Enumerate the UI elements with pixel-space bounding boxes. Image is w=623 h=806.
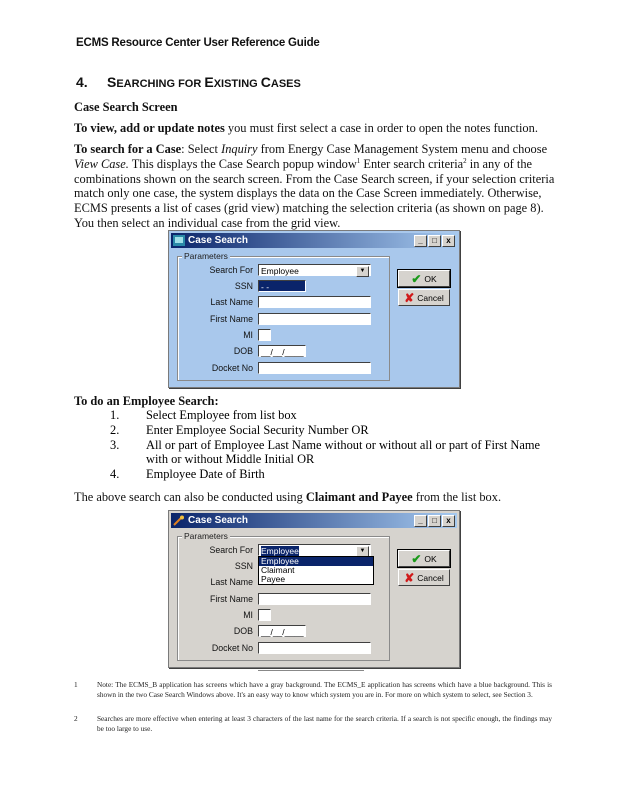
text-run: from the list box. [412,490,502,504]
dob-label: DOB [233,346,253,356]
text-run: in any of the combinations shown on the search screen. From the Case Search screen, if your selection criteria match only one case, the system displays the data on the Case Screen immediately. Otherwise, ECMS presents a list of cases (grid view) matching the selection criteria (as shown on page 8). You then select an individual case from the grid view. [74,156,555,230]
employee-search-heading: To do an Employee Search: [74,394,219,408]
search-bold: To search for a Case [74,142,182,156]
ssn-label: SSN [234,281,253,291]
menu-ref-inquiry: Inquiry [221,142,258,156]
text-run: Enter search criteria [360,156,464,171]
footnote-ref: 1 [356,156,361,165]
step-text: All or part of Employee Last Name without or without all or part of First Name with or without Middle Initial OR [146,437,541,467]
footnote-text: Note: The ECMS_B application has screens which have a gray background. The ECMS_E application has screens which have a blue background. This is shown in the two Case Search Windows above. It's an easy way to know which system you are in. For more on which system to select, see Section 3. [97,680,552,700]
docket-no-label: Docket No [211,643,253,653]
step-number: 1. [110,408,120,422]
section-title-part: C [260,74,271,90]
text-run: : Select [181,142,222,156]
dob-input[interactable]: __/__/____ [258,625,306,637]
cancel-label: Cancel [417,292,444,303]
dialog-title: Case Search [188,515,249,526]
list-item [110,467,556,482]
parameters-group [177,251,390,381]
footnote-number: 1 [74,680,78,689]
claimant-payee-bold: Claimant and Payee [305,490,413,504]
parameters-group [177,531,390,661]
first-name-label: First Name [209,314,253,324]
ssn-input[interactable]: - - [258,280,306,292]
ok-label: OK [424,553,437,564]
list-item [110,408,556,423]
section-number: 4. [76,74,88,90]
footnote-2 [74,714,552,735]
search-paragraph [74,142,564,231]
subheading: Case Search Screen [74,100,178,114]
case-search-dialog-blue [168,230,460,388]
app-icon [173,235,185,246]
last-name-label: Last Name [210,297,253,307]
employee-search-steps [110,408,556,482]
wrench-icon [173,515,185,526]
section-title-part: S [107,74,117,90]
dropdown-option-claimant[interactable]: Claimant [261,565,295,575]
ok-button[interactable] [398,550,450,567]
x-icon: ✘ [404,290,415,305]
first-name-input[interactable] [258,593,371,605]
chevron-down-icon[interactable]: ▼ [356,546,369,557]
last-name-input[interactable] [258,296,371,308]
last-name-label: Last Name [210,577,253,587]
titlebar [171,233,457,248]
mi-input[interactable] [258,609,271,621]
maximize-button[interactable]: □ [428,515,441,527]
ok-label: OK [424,273,437,284]
text-run: from Energy Case Management System menu and choose [257,142,548,156]
first-name-label: First Name [209,594,253,604]
section-title-part: E [204,74,214,90]
running-header: ECMS Resource Center User Reference Guide [76,37,320,49]
search-for-dropdown-list [258,556,374,585]
footnote-separator [258,670,364,671]
claimant-payee-paragraph [74,490,501,505]
search-for-select[interactable] [258,264,371,276]
intro-bold: To view, add or update notes [74,121,225,135]
footnote-1 [74,680,552,701]
maximize-button[interactable]: □ [428,235,441,247]
docket-no-label: Docket No [211,363,253,373]
ok-button[interactable] [398,270,450,287]
search-for-label: Search For [209,545,253,555]
chevron-down-icon[interactable]: ▼ [356,266,369,277]
dob-label: DOB [233,626,253,636]
parameters-legend: Parameters [184,251,228,261]
step-number: 2. [110,422,120,437]
checkmark-icon: ✔ [411,271,422,286]
checkmark-icon: ✔ [411,551,422,566]
section-title [76,74,301,90]
footnote-number: 2 [74,714,78,723]
ssn-label: SSN [234,561,253,571]
close-button[interactable]: x [442,515,455,527]
dialog-title: Case Search [188,235,249,246]
step-text: Enter Employee Social Security Number OR [146,422,369,437]
step-number: 4. [110,467,120,482]
intro-paragraph [74,121,564,136]
first-name-input[interactable] [258,313,371,325]
menu-ref-view-case: View Case. [74,156,129,171]
step-number: 3. [110,437,120,452]
search-for-value: Employee [261,266,299,276]
mi-label: MI [243,330,253,340]
section-title-part: EARCHING FOR [116,78,205,90]
step-text: Employee Date of Birth [146,467,265,482]
cancel-button[interactable] [398,569,450,586]
mi-label: MI [243,610,253,620]
section-title-part: ASES [270,78,301,90]
docket-no-input[interactable] [258,362,371,374]
mi-input[interactable] [258,329,271,341]
list-item [110,423,556,438]
dob-input[interactable]: __/__/____ [258,345,306,357]
dropdown-option-employee[interactable]: Employee [259,557,373,566]
search-for-select[interactable] [258,544,371,556]
docket-no-input[interactable] [258,642,371,654]
x-icon: ✘ [404,570,415,585]
cancel-label: Cancel [417,572,444,583]
dropdown-option-payee[interactable]: Payee [261,574,286,584]
titlebar [171,513,457,528]
text-run: This displays the Case Search popup window [128,156,357,171]
search-for-label: Search For [209,265,253,275]
list-item [110,438,556,468]
text-run: The above search can also be conducted using [74,490,306,504]
footnote-text: Searches are more effective when entering at least 3 characters of the last name for the search criteria. If a search is not specific enough, the findings may be too large to use. [97,714,552,734]
cancel-button[interactable] [398,289,450,306]
close-button[interactable]: x [442,235,455,247]
parameters-legend: Parameters [184,531,228,541]
footnote-ref: 2 [463,156,467,165]
minimize-button[interactable]: _ [414,235,427,247]
section-title-part: XISTING [213,78,261,90]
search-for-value: Employee [261,546,299,556]
step-text: Select Employee from list box [146,408,297,422]
case-search-dialog-gray [168,510,460,668]
intro-text: you must first select a case in order to open the notes function. [224,121,538,135]
minimize-button[interactable]: _ [414,515,427,527]
